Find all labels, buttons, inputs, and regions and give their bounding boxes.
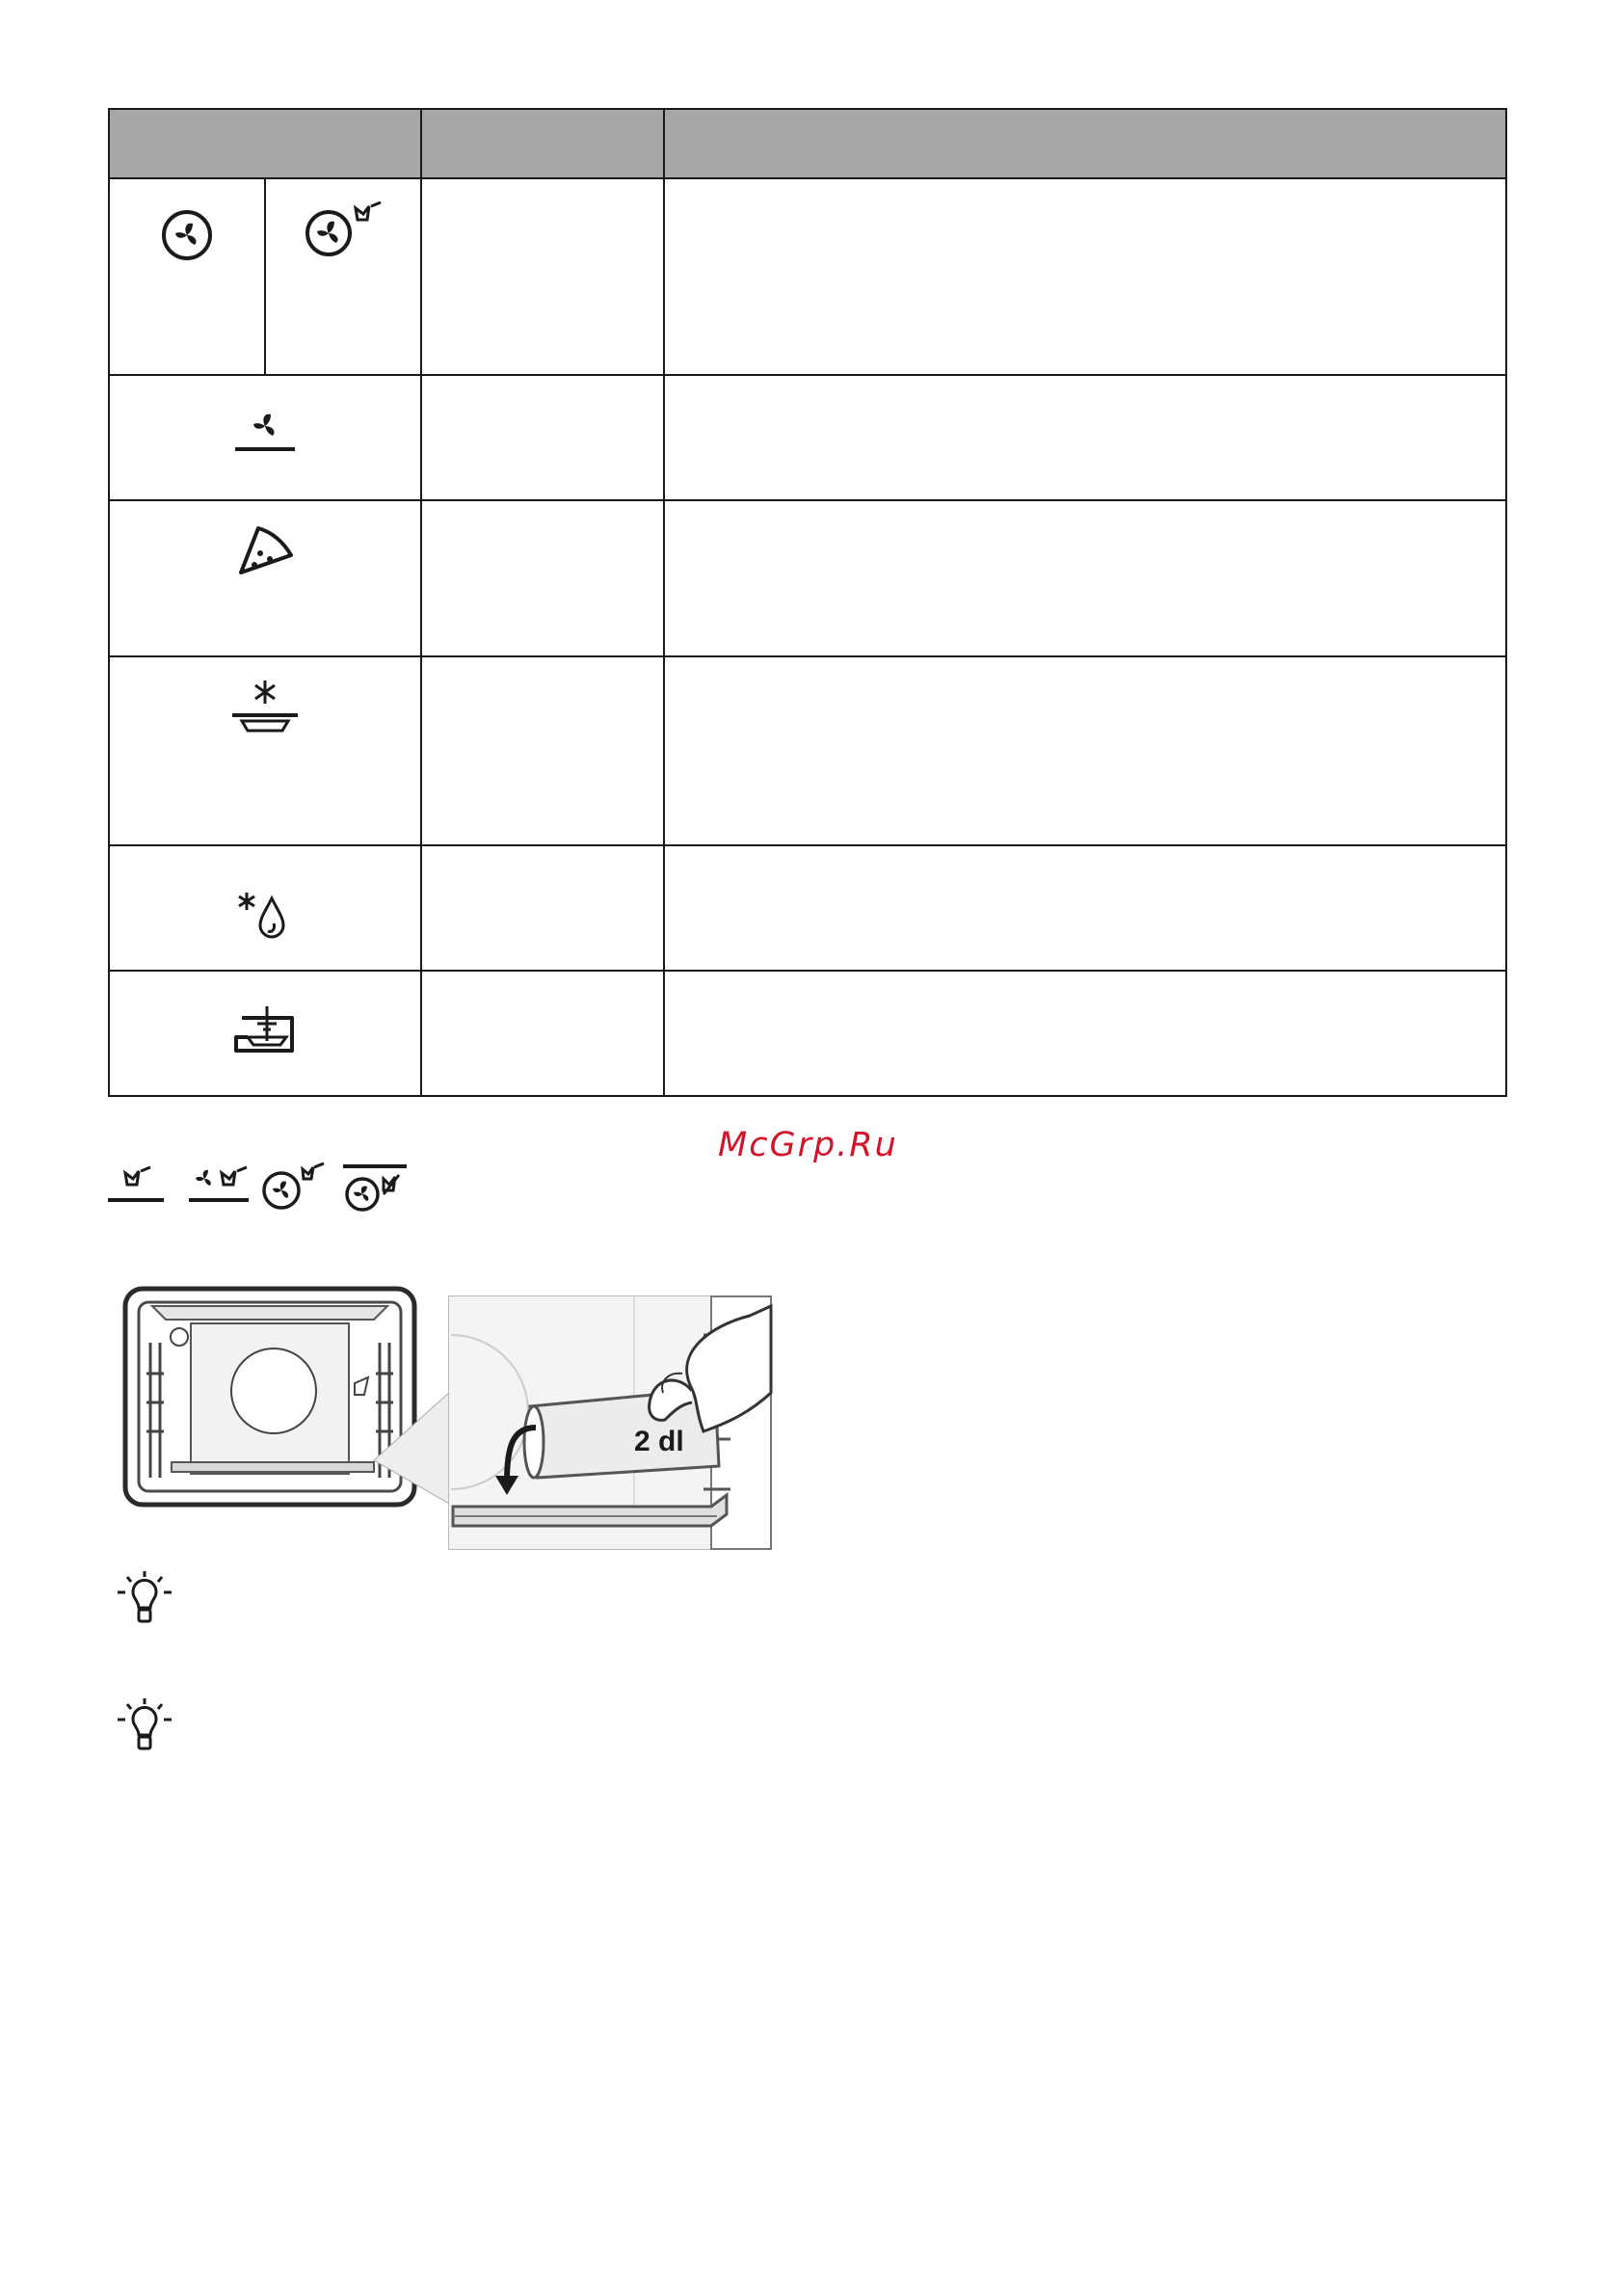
description-cell <box>664 375 1506 500</box>
function-cell <box>421 178 664 375</box>
symbol-cell <box>109 500 421 656</box>
symbol-cell <box>265 178 421 375</box>
header-symbol <box>109 109 421 178</box>
fan-steam-top-icon <box>341 1161 409 1215</box>
defrost-drop-icon <box>231 889 299 947</box>
water-fill-illustration <box>114 1277 779 1561</box>
table-row <box>109 500 1506 656</box>
table-row <box>109 971 1506 1096</box>
function-cell <box>421 971 664 1096</box>
bottom-steam-icon <box>106 1161 166 1206</box>
symbol-cell <box>109 971 421 1096</box>
watermark: McGrp.Ru <box>718 1126 898 1164</box>
symbol-cell <box>109 656 421 845</box>
fan-bottom-steam-icon <box>187 1161 251 1206</box>
function-cell <box>421 500 664 656</box>
fan-icon <box>158 206 216 268</box>
function-cell <box>421 375 664 500</box>
tip-bulb-1 <box>114 1569 175 1631</box>
description-cell <box>664 845 1506 971</box>
bulb-icon <box>114 1569 175 1627</box>
description-cell <box>664 178 1506 375</box>
table-row <box>109 178 1506 375</box>
description-cell <box>664 500 1506 656</box>
description-cell <box>664 656 1506 845</box>
fan-bottom-heat-icon <box>231 399 299 461</box>
defrost-plate-icon <box>226 677 304 740</box>
symbol-cell <box>109 375 421 500</box>
table-header-row <box>109 109 1506 178</box>
modes-table <box>108 108 1507 1097</box>
tip-bulb-2 <box>114 1696 175 1758</box>
fan-steam-icon <box>300 199 386 260</box>
fan-steam-icon <box>258 1161 332 1215</box>
water-amount-label: 2 dl <box>634 1426 684 1457</box>
function-cell <box>421 845 664 971</box>
description-cell <box>664 971 1506 1096</box>
header-function <box>421 109 664 178</box>
tray-heating-icon <box>228 1002 302 1062</box>
header-description <box>664 109 1506 178</box>
bulb-icon <box>114 1696 175 1754</box>
table-row <box>109 375 1506 500</box>
function-cell <box>421 656 664 845</box>
table-row <box>109 845 1506 971</box>
table-row <box>109 656 1506 845</box>
symbol-cell <box>109 178 265 375</box>
pizza-icon <box>231 521 299 582</box>
symbol-cell <box>109 845 421 971</box>
